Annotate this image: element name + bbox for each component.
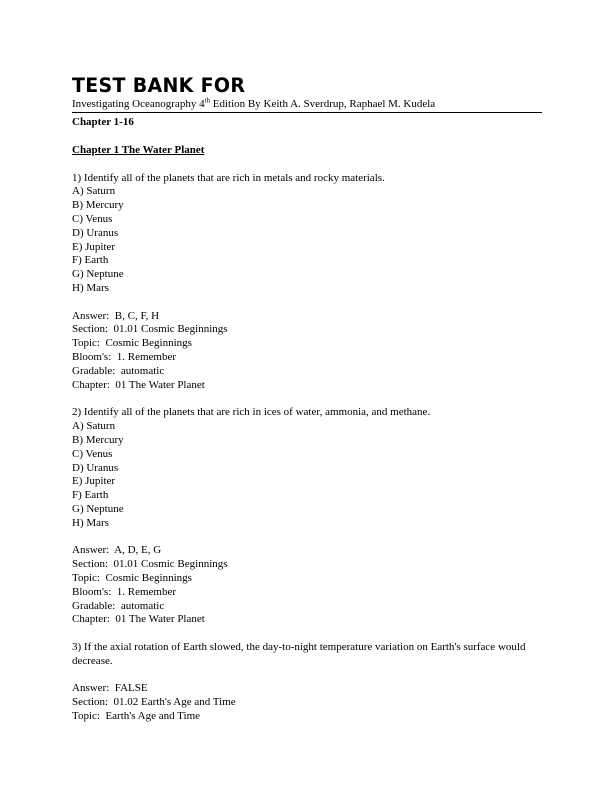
book-subtitle: [72, 98, 542, 113]
question-metadata: [72, 310, 542, 393]
option-e: E) Jupiter: [72, 475, 116, 488]
option-c: C) Venus: [72, 212, 113, 225]
option-d: D) Uranus: [72, 461, 119, 474]
option-d: D) Uranus: [72, 226, 119, 239]
section-line: Section: 01.02 Earth's Age and Time: [72, 696, 236, 709]
subtitle-text: Investigating Oceanography 4: [72, 98, 205, 110]
answer-options: [72, 185, 542, 295]
option-f: F) Earth: [72, 489, 109, 502]
question-1: [72, 172, 542, 393]
chapter-line: Chapter: 01 The Water Planet: [72, 378, 205, 391]
option-f: F) Earth: [72, 254, 109, 267]
gradable-line: Gradable: automatic: [72, 364, 165, 377]
gradable-line: Gradable: automatic: [72, 599, 165, 612]
question-2: [72, 406, 542, 627]
document-title: TEST BANK FOR: [72, 74, 246, 98]
option-h: H) Mars: [72, 516, 109, 529]
subtitle-superscript: th: [204, 96, 211, 105]
option-h: H) Mars: [72, 281, 109, 294]
question-metadata: [72, 682, 542, 723]
option-g: G) Neptune: [72, 502, 124, 515]
topic-line: Topic: Cosmic Beginnings: [72, 571, 192, 584]
blooms-line: Bloom's: 1. Remember: [72, 350, 177, 363]
question-3: [72, 641, 542, 724]
chapter-line: Chapter: 01 The Water Planet: [72, 613, 205, 626]
answer-line: Answer: A, D, E, G: [72, 544, 162, 557]
option-a: A) Saturn: [72, 420, 116, 433]
answer-options: [72, 420, 542, 530]
topic-line: Topic: Cosmic Beginnings: [72, 337, 192, 350]
option-c: C) Venus: [72, 447, 113, 460]
section-line: Section: 01.01 Cosmic Beginnings: [72, 558, 228, 571]
blooms-line: Bloom's: 1. Remember: [72, 585, 177, 598]
option-e: E) Jupiter: [72, 240, 116, 253]
topic-line: Topic: Earth's Age and Time: [72, 710, 201, 723]
answer-line: Answer: B, C, F, H: [72, 309, 160, 322]
question-metadata: [72, 544, 542, 627]
question-stem: 2) Identify all of the planets that are rich in ices of water, ammonia, and methane.: [72, 406, 431, 419]
chapter-heading: Chapter 1 The Water Planet: [72, 143, 205, 156]
option-b: B) Mercury: [72, 199, 124, 212]
answer-line: Answer: FALSE: [72, 682, 148, 695]
document-page: [72, 74, 542, 724]
section-line: Section: 01.01 Cosmic Beginnings: [72, 323, 228, 336]
option-a: A) Saturn: [72, 185, 116, 198]
option-b: B) Mercury: [72, 433, 124, 446]
option-g: G) Neptune: [72, 268, 124, 281]
subtitle-authors: Edition By Keith A. Sverdrup, Raphael M. Kudela: [210, 98, 436, 110]
chapter-range: Chapter 1-16: [72, 116, 134, 128]
question-stem: 1) Identify all of the planets that are rich in metals and rocky materials.: [72, 171, 385, 184]
question-stem: 3) If the axial rotation of Earth slowed, the day-to-night temperature variation on Earth's surface would decrease.: [72, 641, 526, 667]
